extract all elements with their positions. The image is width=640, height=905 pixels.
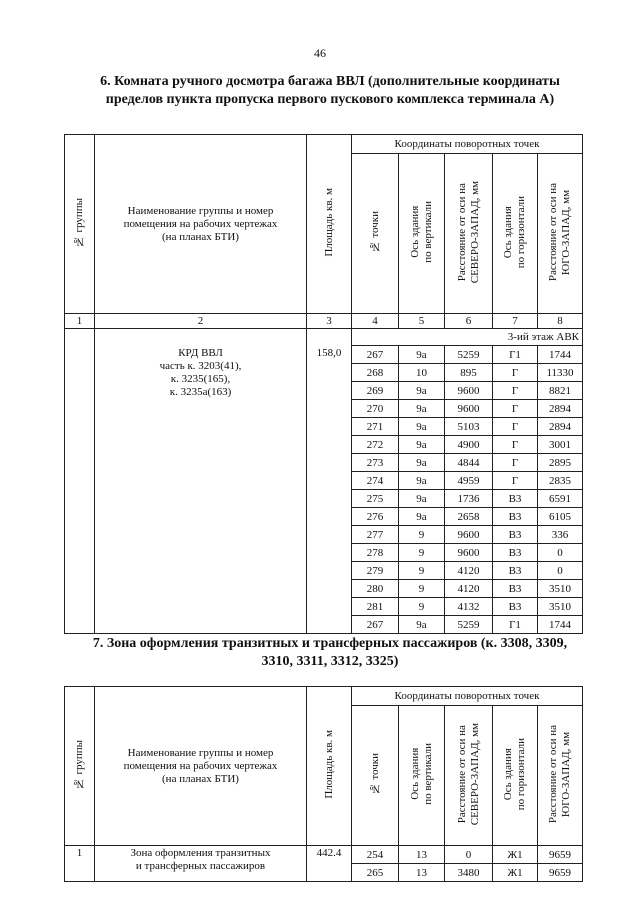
group-name: КРД ВВЛ часть к. 3203(41), к. 3235(165), к. 3235а(163) bbox=[95, 346, 307, 634]
header-group-name: Наименование группы и номер помещения на рабочих чертежах (на планах БТИ) bbox=[95, 687, 307, 846]
axis-horizontal: В3 bbox=[493, 526, 538, 544]
page-number: 46 bbox=[314, 46, 326, 60]
dist-northwest: 9600 bbox=[445, 526, 493, 544]
axis-vertical: 13 bbox=[399, 864, 445, 882]
col-number: 8 bbox=[538, 314, 583, 329]
section-6-title-line2: пределов пункта пропуска первого пускового комплекса терминала А) bbox=[105, 92, 555, 107]
dist-southwest: 3510 bbox=[538, 598, 583, 616]
dist-northwest: 4844 bbox=[445, 454, 493, 472]
point-no: 265 bbox=[352, 864, 399, 882]
point-no: 254 bbox=[352, 846, 399, 864]
dist-northwest: 4900 bbox=[445, 436, 493, 454]
axis-vertical: 9а bbox=[399, 490, 445, 508]
floor-row bbox=[65, 329, 583, 346]
axis-horizontal: Г bbox=[493, 400, 538, 418]
dist-southwest: 2894 bbox=[538, 418, 583, 436]
axis-horizontal: В3 bbox=[493, 490, 538, 508]
col-number: 4 bbox=[352, 314, 399, 329]
dist-southwest: 3001 bbox=[538, 436, 583, 454]
col-number: 3 bbox=[307, 314, 352, 329]
axis-horizontal: Г bbox=[493, 454, 538, 472]
dist-northwest: 4132 bbox=[445, 598, 493, 616]
dist-northwest: 0 bbox=[445, 846, 493, 864]
group-number-cell bbox=[65, 346, 95, 634]
col-number: 7 bbox=[493, 314, 538, 329]
dist-southwest: 2895 bbox=[538, 454, 583, 472]
dist-southwest: 11330 bbox=[538, 364, 583, 382]
point-no: 275 bbox=[352, 490, 399, 508]
header-axis-vertical: Ось здания по вертикали bbox=[399, 154, 445, 314]
group-name: Зона оформления транзитных и трансферных пассажиров bbox=[95, 846, 307, 882]
header-dist-northwest: Расстояние от оси на СЕВЕРО-ЗАПАД, мм bbox=[445, 154, 493, 314]
axis-horizontal: Г1 bbox=[493, 616, 538, 634]
axis-vertical: 9 bbox=[399, 562, 445, 580]
header-axis-horizontal: Ось здания по горизонтали bbox=[493, 706, 538, 846]
col-number: 6 bbox=[445, 314, 493, 329]
header-group-name: Наименование группы и номер помещения на рабочих чертежах (на планах БТИ) bbox=[95, 135, 307, 314]
point-no: 273 bbox=[352, 454, 399, 472]
axis-vertical: 9а bbox=[399, 472, 445, 490]
axis-vertical: 9а bbox=[399, 382, 445, 400]
table-row bbox=[65, 346, 583, 364]
header-group-no: № группы bbox=[65, 687, 95, 846]
dist-northwest: 9600 bbox=[445, 544, 493, 562]
dist-southwest: 3510 bbox=[538, 580, 583, 598]
dist-southwest: 0 bbox=[538, 544, 583, 562]
point-no: 280 bbox=[352, 580, 399, 598]
section-6-title-line1: 6. Комната ручного досмотра багажа ВВЛ (дополнительные координаты bbox=[100, 74, 560, 89]
axis-vertical: 9а bbox=[399, 418, 445, 436]
point-no: 272 bbox=[352, 436, 399, 454]
point-no: 268 bbox=[352, 364, 399, 382]
dist-northwest: 895 bbox=[445, 364, 493, 382]
axis-vertical: 13 bbox=[399, 846, 445, 864]
dist-southwest: 2835 bbox=[538, 472, 583, 490]
dist-northwest: 5259 bbox=[445, 346, 493, 364]
axis-vertical: 9 bbox=[399, 580, 445, 598]
axis-horizontal: Г bbox=[493, 364, 538, 382]
axis-horizontal: В3 bbox=[493, 562, 538, 580]
header-dist-southwest: Расстояние от оси на ЮГО-ЗАПАД, мм bbox=[538, 706, 583, 846]
axis-horizontal: В3 bbox=[493, 580, 538, 598]
dist-northwest: 1736 bbox=[445, 490, 493, 508]
axis-horizontal: Г1 bbox=[493, 346, 538, 364]
dist-northwest: 4120 bbox=[445, 562, 493, 580]
header-coordinates: Координаты поворотных точек bbox=[352, 687, 583, 706]
axis-vertical: 9 bbox=[399, 598, 445, 616]
dist-northwest: 3480 bbox=[445, 864, 493, 882]
point-no: 267 bbox=[352, 616, 399, 634]
point-no: 269 bbox=[352, 382, 399, 400]
dist-southwest: 336 bbox=[538, 526, 583, 544]
dist-southwest: 9659 bbox=[538, 846, 583, 864]
header-axis-vertical: Ось здания по вертикали bbox=[399, 706, 445, 846]
section-7-title-line2: 3310, 3311, 3312, 3325) bbox=[261, 654, 399, 669]
header-point-no: № точки bbox=[352, 706, 399, 846]
point-no: 271 bbox=[352, 418, 399, 436]
section-6-heading bbox=[70, 73, 590, 109]
group-area: 158,0 bbox=[307, 346, 352, 634]
group-area: 442.4 bbox=[307, 846, 352, 882]
dist-southwest: 1744 bbox=[538, 616, 583, 634]
dist-northwest: 9600 bbox=[445, 400, 493, 418]
header-point-no: № точки bbox=[352, 154, 399, 314]
col-number: 2 bbox=[95, 314, 307, 329]
axis-vertical: 9а bbox=[399, 616, 445, 634]
dist-northwest: 9600 bbox=[445, 382, 493, 400]
dist-southwest: 2894 bbox=[538, 400, 583, 418]
header-axis-horizontal: Ось здания по горизонтали bbox=[493, 154, 538, 314]
dist-northwest: 5259 bbox=[445, 616, 493, 634]
table-row bbox=[65, 846, 583, 864]
dist-northwest: 4120 bbox=[445, 580, 493, 598]
header-coordinates: Координаты поворотных точек bbox=[352, 135, 583, 154]
dist-northwest: 5103 bbox=[445, 418, 493, 436]
header-dist-southwest: Расстояние от оси на ЮГО-ЗАПАД, мм bbox=[538, 154, 583, 314]
axis-vertical: 9а bbox=[399, 508, 445, 526]
floor-label: 3-ий этаж АВК bbox=[352, 329, 583, 346]
point-no: 278 bbox=[352, 544, 399, 562]
axis-horizontal: Ж1 bbox=[493, 864, 538, 882]
point-no: 270 bbox=[352, 400, 399, 418]
dist-southwest: 0 bbox=[538, 562, 583, 580]
point-no: 281 bbox=[352, 598, 399, 616]
col-number: 1 bbox=[65, 314, 95, 329]
axis-vertical: 9 bbox=[399, 526, 445, 544]
dist-southwest: 6591 bbox=[538, 490, 583, 508]
axis-horizontal: В3 bbox=[493, 544, 538, 562]
header-area: Площадь кв. м bbox=[307, 135, 352, 314]
col-number: 5 bbox=[399, 314, 445, 329]
point-no: 267 bbox=[352, 346, 399, 364]
dist-northwest: 4959 bbox=[445, 472, 493, 490]
dist-southwest: 8821 bbox=[538, 382, 583, 400]
axis-vertical: 10 bbox=[399, 364, 445, 382]
header-dist-northwest: Расстояние от оси на СЕВЕРО-ЗАПАД, мм bbox=[445, 706, 493, 846]
axis-vertical: 9 bbox=[399, 544, 445, 562]
section-7-title-line1: 7. Зона оформления транзитных и трансферных пассажиров (к. 3308, 3309, bbox=[92, 636, 568, 651]
axis-horizontal: Г bbox=[493, 418, 538, 436]
dist-southwest: 1744 bbox=[538, 346, 583, 364]
coordinates-table-2 bbox=[64, 686, 583, 882]
header-area: Площадь кв. м bbox=[307, 687, 352, 846]
axis-horizontal: Г bbox=[493, 436, 538, 454]
section-7-heading bbox=[70, 635, 590, 671]
header-group-no: № группы bbox=[65, 135, 95, 314]
point-no: 277 bbox=[352, 526, 399, 544]
dist-southwest: 6105 bbox=[538, 508, 583, 526]
axis-vertical: 9а bbox=[399, 346, 445, 364]
group-number: 1 bbox=[65, 846, 95, 882]
axis-horizontal: В3 bbox=[493, 508, 538, 526]
axis-horizontal: В3 bbox=[493, 598, 538, 616]
axis-vertical: 9а bbox=[399, 400, 445, 418]
axis-horizontal: Ж1 bbox=[493, 846, 538, 864]
column-numbers-row bbox=[65, 314, 583, 329]
axis-vertical: 9а bbox=[399, 436, 445, 454]
axis-vertical: 9а bbox=[399, 454, 445, 472]
point-no: 276 bbox=[352, 508, 399, 526]
coordinates-table-1 bbox=[64, 134, 583, 634]
point-no: 274 bbox=[352, 472, 399, 490]
dist-northwest: 2658 bbox=[445, 508, 493, 526]
dist-southwest: 9659 bbox=[538, 864, 583, 882]
point-no: 279 bbox=[352, 562, 399, 580]
axis-horizontal: Г bbox=[493, 472, 538, 490]
axis-horizontal: Г bbox=[493, 382, 538, 400]
